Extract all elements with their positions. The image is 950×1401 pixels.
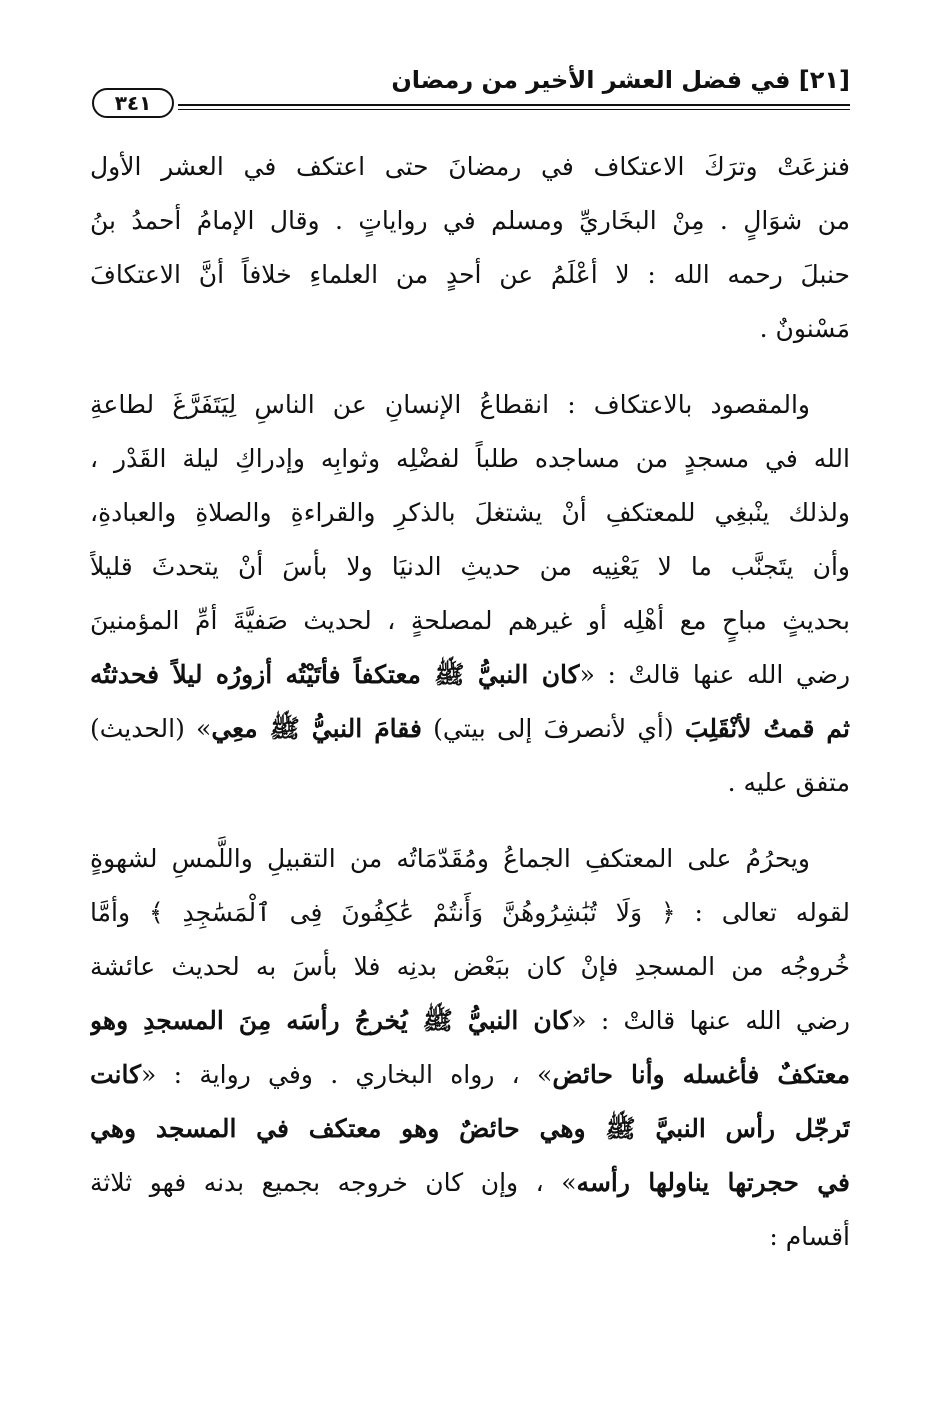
text-run: » ، رواه البخاري . وفي رواية : « bbox=[141, 1060, 553, 1089]
text-line bbox=[90, 886, 850, 940]
text-line: أقسام : bbox=[769, 1222, 850, 1251]
text-run: لقوله تعالى : bbox=[675, 898, 850, 927]
text-line: من شوَالٍ . مِنْ البخَاريِّ ومسلم في رواياتٍ . وقال الإمامُ أحمدُ بنُ bbox=[90, 206, 850, 235]
header-rule bbox=[178, 104, 850, 106]
text-run: وأمَّا bbox=[90, 898, 149, 927]
text-run: (أي لأنصرفَ إلى بيتي) bbox=[421, 714, 685, 743]
chapter-title: [٢١] في فضل العشر الأخير من رمضان bbox=[391, 66, 850, 94]
running-header bbox=[90, 62, 850, 120]
body-text bbox=[90, 140, 850, 1264]
paragraph-1 bbox=[90, 140, 850, 356]
hadith-quote: معتكفٌ فأغسله وأنا حائض bbox=[552, 1060, 850, 1089]
hadith-quote: كانت bbox=[90, 1060, 142, 1089]
hadith-quote: تَرجّل رأس النبيَّ ﷺ وهي حائضٌ وهو معتكف في المسجد وهي bbox=[90, 1114, 850, 1143]
text-line: وأن يتَجنَّب ما لا يَعْنِيه من حديثِ الدنيَا ولا بأسَ أنْ يتحدثَ قليلاً bbox=[90, 552, 850, 581]
text-run: » (الحديث) bbox=[90, 714, 212, 743]
text-line: فنزعَتْ وترَكَ الاعتكاف في رمضانَ حتى اعتكف في العشر الأول bbox=[90, 152, 850, 181]
text-line: حنبلَ رحمه الله : لا أعْلَمُ عن أحدٍ من العلماءِ خلافاً أنَّ الاعتكافَ bbox=[90, 260, 850, 289]
text-line: متفق عليه . bbox=[727, 768, 850, 797]
text-run: رضي الله عنها قالتْ : « bbox=[579, 660, 850, 689]
hadith-quote: فقامَ النبيُّ ﷺ معِي bbox=[211, 714, 422, 743]
text-line: بحديثٍ مباحٍ مع أهْلِه أو غيرهم لمصلحةٍ ، لحديث صَفيَّةَ أمِّ المؤمنينَ bbox=[90, 606, 850, 635]
paragraph-gap bbox=[90, 356, 850, 378]
text-line bbox=[90, 994, 850, 1048]
text-line bbox=[90, 648, 850, 702]
text-line bbox=[90, 702, 850, 756]
hadith-quote: في حجرتها يناولها رأسه bbox=[576, 1168, 850, 1197]
paragraph-gap bbox=[90, 810, 850, 832]
header-rule-thin bbox=[178, 109, 850, 110]
hadith-quote: كان النبيُّ ﷺ معتكفاً فأتَيْتُه أزورُه ليلاً فحدثتُه bbox=[90, 660, 580, 689]
text-line: مَسْنونٌ . bbox=[759, 314, 850, 343]
text-line: ويحرُمُ على المعتكفِ الجماعُ ومُقَدّمَاتُه من التقبيلِ واللَّمسِ لشهوةٍ bbox=[90, 844, 810, 873]
text-line bbox=[90, 1156, 850, 1210]
paragraph-3 bbox=[90, 832, 850, 1264]
text-line: ولذلك ينْبغِي للمعتكفِ أنْ يشتغلَ بالذكرِ والقراءةِ والصلاةِ والعبادةِ، bbox=[90, 498, 850, 527]
hadith-quote: ثم قمتُ لأنْقَلِبَ bbox=[684, 714, 850, 743]
paragraph-2 bbox=[90, 378, 850, 810]
text-run: رضي الله عنها قالتْ : « bbox=[571, 1006, 850, 1035]
text-line: خُروجُه من المسجدِ فإنْ كان ببَعْض بدنِه فلا بأسَ به لحديث عائشة bbox=[90, 952, 850, 981]
page-number: ٣٤١ bbox=[92, 88, 174, 118]
hadith-quote: كان النبيُّ ﷺ يُخرجُ رأسَه مِنَ المسجدِ وهو bbox=[90, 1006, 572, 1035]
quran-verse: ﴿ وَلَا تُبَٰشِرُوهُنَّ وَأَنتُمْ عَٰكِفُونَ فِى ٱلْمَسَٰجِدِ ﴾ bbox=[148, 898, 676, 927]
text-line bbox=[90, 1102, 850, 1156]
text-line: الله في مسجدٍ من مساجده طلباً لفضْلِه وثوابِه وإدراكِ ليلة القَدْر ، bbox=[90, 444, 850, 473]
text-line: والمقصود بالاعتكاف : انقطاعُ الإنسانِ عن الناسِ لِيَتَفَرَّغَ لطاعةِ bbox=[90, 390, 810, 419]
text-run: » ، وإن كان خروجه بجميع بدنه فهو ثلاثة bbox=[90, 1168, 577, 1197]
text-line bbox=[90, 1048, 850, 1102]
